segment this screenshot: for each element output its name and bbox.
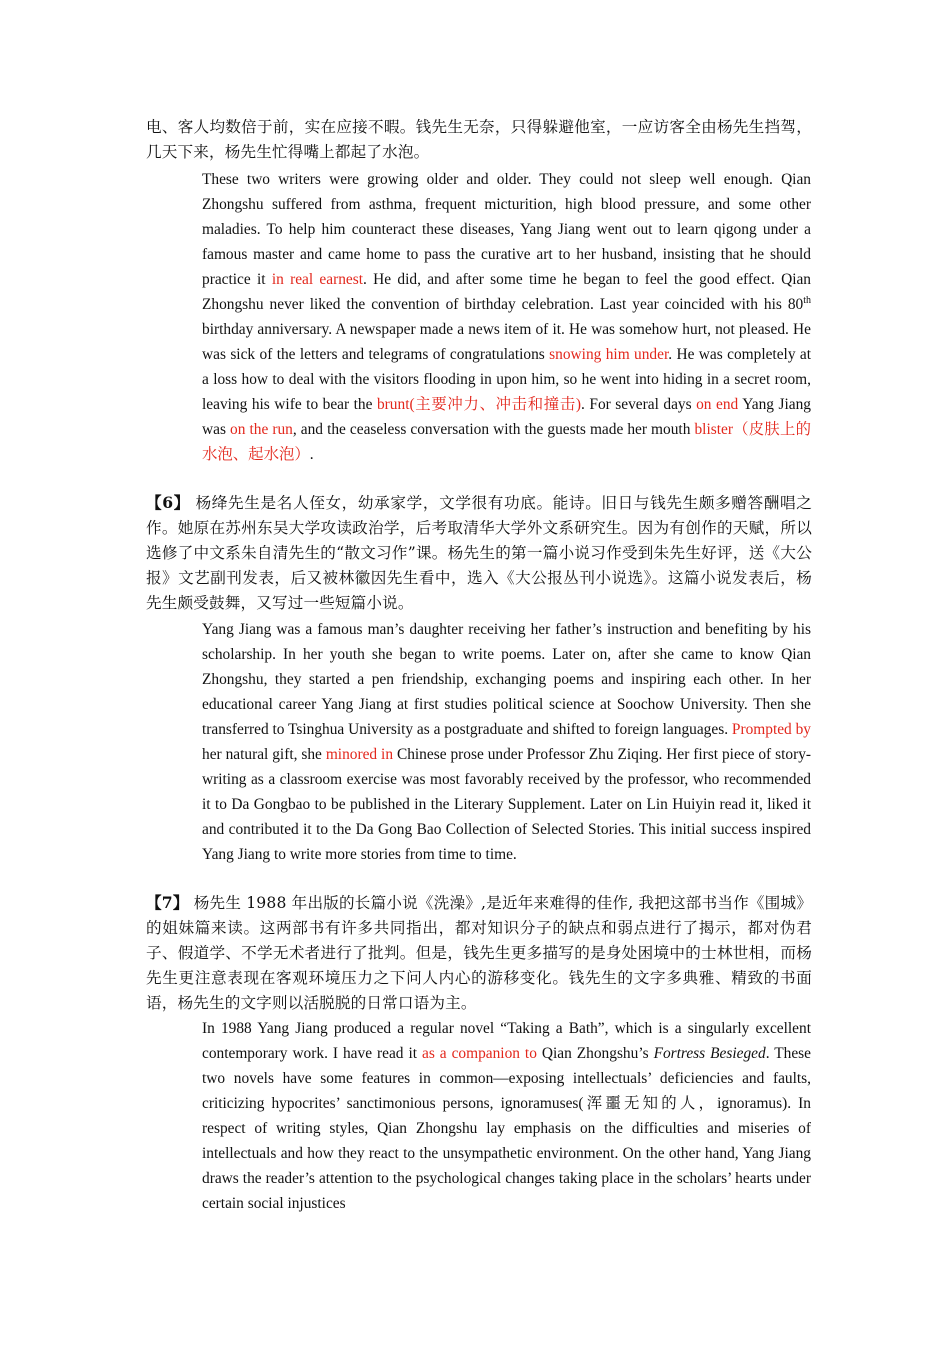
translation-text: birthday anniversary. A newspaper made a news item of it. He was somehow hurt, not pleased. He was sick of the letters and telegrams of congratulations — [202, 321, 811, 363]
translation-text: . He did, and after some time he began to feel the good effect. Qian Zhongshu never liked the convention of birthday celebration. Last year coincided with his 80 — [202, 271, 812, 313]
paragraph-number-marker: 【7】 — [146, 893, 189, 912]
highlighted-phrase: minored in — [325, 746, 394, 763]
translation-text: . These two novels have some features in common—exposing intellectuals’ deficiencies and faults, criticizing hypocrites’ sanctimonious persons, ignoramuses(浑噩无知的人，ignoramus). In respect of writing styles, Qian Zhongshu lay emphasis on the difficulties and miseries of intellectuals and how they react to the unsympathetic environment. On the other hand, Yang Jiang draws the reader’s attention to the psychological changes taking place in the scholars’ hearts under certain social injustices — [202, 1045, 811, 1212]
translation-text: Chinese prose under Professor Zhu Ziqing. Her first piece of story-writing as a classroom exercise was most favorably received by the professor, who recommended it to Da Gongbao to be published in the Literary Supplement. Later on Lin Huiyin read it, liked it and contributed it to the Da Gong Bao Collection of Selected Stories. This initial success inspired Yang Jiang to write more stories from time to time. — [202, 746, 812, 863]
translation-text: , and the ceaseless conversation with the guests made her mouth — [292, 421, 695, 438]
highlighted-phrase: blister（皮肤上的水泡、起水泡） — [202, 421, 811, 463]
paragraph-7-english-translation — [202, 1016, 811, 1216]
translation-text: her natural gift, she — [202, 746, 326, 763]
paragraph-text: 杨先生 1988 年出版的长篇小说《洗澡》,是近年来难得的佳作, 我把这部书当作《围城》的姐妹篇来读。这两部书有许多共同指出，都对知识分子的缺点和弱点进行了揭示，都对伪君子、假道学、不学无术者进行了批判。但是，钱先生更多描写的是身处困境中的士林世相，而杨先生更注意表现在客观环境压力之下问人内心的游移变化。钱先生的文字多典雅、精致的书面语，杨先生的文字则以活脱脱的日常口语为主。 — [146, 894, 812, 1012]
paragraph-number-marker: 【6】 — [146, 493, 190, 512]
highlighted-phrase: on end — [696, 396, 739, 413]
translation-text: These two writers were growing older and older. They could not sleep well enough. Qian Zhongshu suffered from asthma, frequent micturition, high blood pressure, and some other maladies. To help him counteract these diseases, Yang Jiang went out to learn qigong under a famous master and came home to pass the curative art to her husband, insisting that he should practice it — [202, 171, 811, 288]
translation-text: . For several days — [581, 396, 697, 413]
translation-text: . — [309, 446, 314, 463]
highlighted-phrase: Prompted by — [731, 721, 811, 738]
paragraph-text: 杨绛先生是名人侄女，幼承家学，文学很有功底。能诗。旧日与钱先生颇多赠答酬唱之作。她原在苏州东吴大学攻读政治学，后考取清华大学外文系研究生。因为有创作的天赋，所以选修了中文系朱自清先生的“散文习作”课。杨先生的第一篇小说习作受到朱先生好评，送《大公报》文艺副刊发表，后又被林徽因先生看中，选入《大公报丛刊小说选》。这篇小说发表后，杨先生颇受鼓舞，又写过一些短篇小说。 — [146, 494, 812, 612]
translation-text: Yang Jiang was — [202, 396, 811, 438]
paragraph-6-chinese — [146, 490, 812, 616]
superscript-ordinal: th — [803, 294, 811, 306]
highlighted-phrase: brunt(主要冲力、冲击和撞击) — [376, 396, 582, 413]
highlighted-phrase: snowing him under — [549, 346, 669, 363]
translation-text: Yang Jiang was a famous man’s daughter receiving her father’s instruction and benefiting by his scholarship. In her youth she began to write poems. Later on, after she came to know Qian Zhongshu, they started a pen friendship, exchanging poems and inspiring each other. In her educational career Yang Jiang at first studies political science at Soochow University. Then she transferred to Tsinghua University as a postgraduate and shifted to foreign languages. — [202, 621, 811, 738]
highlighted-phrase: on the run — [230, 421, 293, 438]
highlighted-phrase: as a companion to — [421, 1045, 537, 1062]
paragraph-6-english-translation — [202, 617, 811, 867]
translation-text: . He was completely at a loss how to deal with the visitors flooding in upon him, so he went into hiding in a secret room, leaving his wife to bear the — [202, 346, 812, 413]
paragraph-text: 电、客人均数倍于前，实在应接不暇。钱先生无奈，只得躲避他室，一应访客全由杨先生挡驾，几天下来，杨先生忙得嘴上都起了水泡。 — [146, 118, 812, 161]
paragraph-5-chinese-tail — [146, 115, 812, 165]
paragraph-5-english-translation — [202, 167, 811, 467]
highlighted-phrase: in real earnest — [271, 271, 364, 288]
translation-text: Qian Zhongshu’s — [536, 1045, 654, 1062]
paragraph-7-chinese — [146, 890, 812, 1016]
translation-text: In 1988 Yang Jiang produced a regular novel “Taking a Bath”, which is a singularly excellent contemporary work. I have read it — [202, 1020, 811, 1062]
book-title: Fortress Besieged — [653, 1045, 766, 1062]
